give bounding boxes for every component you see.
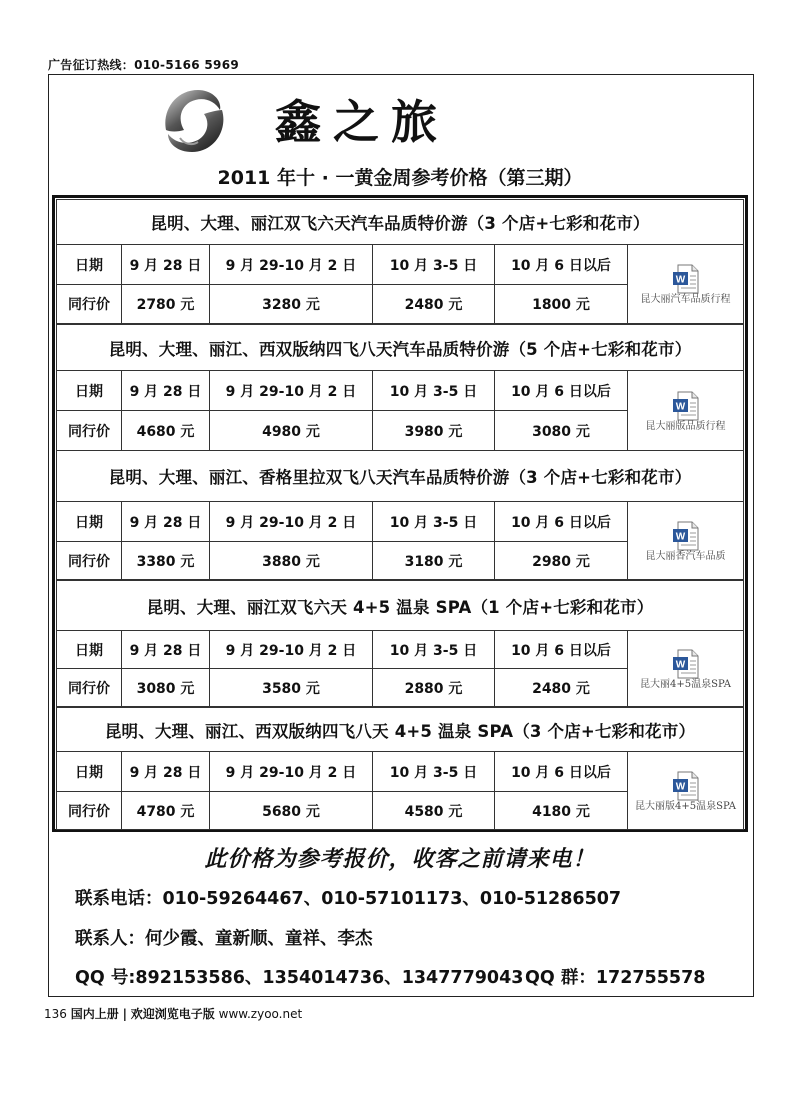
price-cell: 3380 元 [122,542,210,580]
tour-table-5 [56,707,744,830]
price-label: 同行价 [57,669,122,707]
price-label: 同行价 [57,285,122,324]
date-cell: 10 月 6 日以后 [495,371,628,411]
contact-qq: QQ 号:892153586、1354014736、1347779043 [75,968,524,988]
price-cell: 2480 元 [373,285,495,324]
price-cell: 2480 元 [495,669,628,707]
price-cell: 2880 元 [373,669,495,707]
date-cell: 10 月 3-5 日 [373,371,495,411]
footer-separator: | [122,1007,127,1021]
svg-text:W: W [675,274,685,286]
date-cell: 10 月 6 日以后 [495,631,628,669]
date-cell: 10 月 6 日以后 [495,752,628,792]
date-cell: 9 月 28 日 [122,371,210,411]
price-cell: 4780 元 [122,792,210,830]
date-cell: 10 月 3-5 日 [373,752,495,792]
date-label: 日期 [57,752,122,792]
file-name: 昆大丽香汽车品质 [645,550,726,562]
tour-title: 昆明、大理、丽江、香格里拉双飞八天汽车品质特价游（3 个店+七彩和花市） [57,451,744,502]
date-cell: 10 月 3-5 日 [373,502,495,542]
contact-phone: 联系电话：010-59264467、010-57101173、010-51286507 [75,889,622,909]
date-cell: 10 月 6 日以后 [495,502,628,542]
page-footer [44,1005,302,1022]
date-label: 日期 [57,502,122,542]
price-cell: 3280 元 [210,285,373,324]
svg-text:W: W [675,781,685,792]
price-label: 同行价 [57,792,122,830]
tour-title: 昆明、大理、丽江双飞六天 4+5 温泉 SPA（1 个店+七彩和花市） [57,581,744,631]
contact-qq-group: QQ 群：172755578 [525,968,706,988]
itinerary-file[interactable] [628,752,744,830]
file-name: 昆大丽版4+5温泉SPA [635,800,737,812]
itinerary-file[interactable] [628,631,744,707]
footer-url[interactable]: www.zyoo.net [218,1007,303,1021]
date-cell: 9 月 28 日 [122,752,210,792]
file-name: 昆大丽版品质行程 [645,420,726,432]
date-label: 日期 [57,245,122,285]
ad-hotline: 广告征订热线：010-5166 5969 [48,58,240,72]
word-document-icon [672,391,700,421]
file-name: 昆大丽汽车品质行程 [640,294,731,305]
price-cell: 3580 元 [210,669,373,707]
word-document-icon [672,649,700,679]
tour-table-4 [56,580,744,707]
date-cell: 9 月 28 日 [122,631,210,669]
tour-table-2 [56,324,744,451]
date-cell: 9 月 29-10 月 2 日 [210,371,373,411]
price-cell: 2780 元 [122,285,210,324]
price-cell: 4180 元 [495,792,628,830]
price-cell: 1800 元 [495,285,628,324]
date-cell: 9 月 29-10 月 2 日 [210,631,373,669]
price-cell: 2980 元 [495,542,628,580]
tour-title: 昆明、大理、丽江双飞六天汽车品质特价游（3 个店+七彩和花市） [57,200,744,245]
price-cell: 3980 元 [373,411,495,451]
date-cell: 9 月 28 日 [122,245,210,285]
svg-text:W: W [675,401,685,412]
date-cell: 10 月 3-5 日 [373,631,495,669]
tour-table-3 [56,450,744,580]
date-label: 日期 [57,631,122,669]
itinerary-file[interactable] [628,245,744,324]
footer-section: 国内上册 [70,1007,119,1021]
footer-welcome: 欢迎浏览电子版 [130,1007,215,1021]
itinerary-file[interactable] [628,502,744,580]
hands-logo-icon [158,82,230,158]
word-document-icon [672,771,700,801]
tour-title: 昆明、大理、丽江、西双版纳四飞八天汽车品质特价游（5 个店+七彩和花市） [57,325,744,371]
price-label: 同行价 [57,411,122,451]
brand-name: 鑫之旅 [275,95,449,149]
date-cell: 9 月 29-10 月 2 日 [210,502,373,542]
page-number: 136 [44,1007,67,1021]
svg-text:W: W [675,659,685,670]
contact-persons: 联系人：何少霞、童新顺、童祥、李杰 [75,929,373,949]
price-cell: 5680 元 [210,792,373,830]
svg-text:W: W [675,531,685,542]
price-label: 同行价 [57,542,122,580]
tour-title: 昆明、大理、丽江、西双版纳四飞八天 4+5 温泉 SPA（3 个店+七彩和花市） [57,708,744,752]
price-cell: 3080 元 [495,411,628,451]
page-subtitle: 2011 年十 · 一黄金周参考价格（第三期） [217,167,583,189]
word-document-icon [672,264,700,294]
word-document-icon [672,521,700,551]
price-cell: 4980 元 [210,411,373,451]
tour-table-1 [56,199,744,324]
itinerary-file[interactable] [628,371,744,451]
price-notice: 此价格为参考报价，收客之前请来电！ [204,847,596,872]
date-cell: 10 月 3-5 日 [373,245,495,285]
price-cell: 4580 元 [373,792,495,830]
price-cell: 3180 元 [373,542,495,580]
file-name: 昆大丽4+5温泉SPA [640,678,732,690]
date-cell: 9 月 29-10 月 2 日 [210,752,373,792]
date-cell: 9 月 29-10 月 2 日 [210,245,373,285]
price-cell: 3880 元 [210,542,373,580]
date-cell: 9 月 28 日 [122,502,210,542]
price-cell: 3080 元 [122,669,210,707]
price-cell: 4680 元 [122,411,210,451]
date-cell: 10 月 6 日以后 [495,245,628,285]
date-label: 日期 [57,371,122,411]
